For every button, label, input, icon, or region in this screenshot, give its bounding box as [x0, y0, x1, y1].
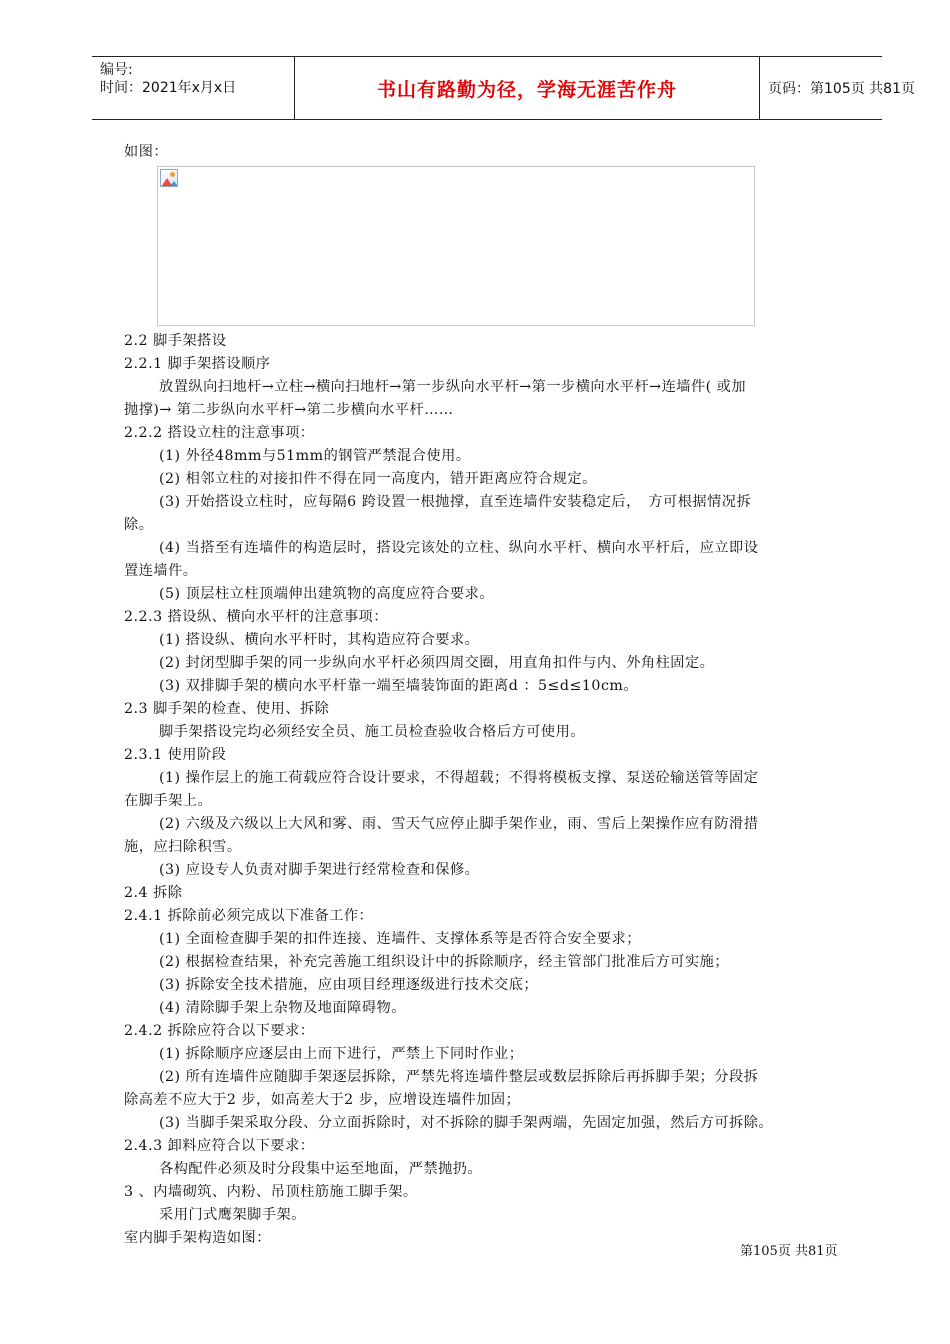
- paragraph-line: 在脚手架上。: [124, 793, 213, 809]
- paragraph-line: 抛撑)→ 第二步纵向水平杆→第二步横向水平杆……: [124, 402, 454, 418]
- paragraph-line: (4) 当搭至有连墙件的构造层时，搭设完该处的立柱、纵向水平杆、横向水平杆后，应立即设: [159, 540, 759, 556]
- paragraph-line: 2.3 脚手架的检查、使用、拆除: [124, 701, 330, 717]
- paragraph-line: (2) 六级及六级以上大风和雾、雨、雪天气应停止脚手架作业，雨、雪后上架操作应有防滑措: [159, 816, 759, 832]
- paragraph-line: 放置纵向扫地杆→立柱→横向扫地杆→第一步纵向水平杆→第一步横向水平杆→连墙件( 或加: [159, 379, 747, 395]
- paragraph-line: 2.4.1 拆除前必须完成以下准备工作：: [124, 908, 374, 924]
- paragraph-line: (3) 当脚手架采取分段、分立面拆除时，对不拆除的脚手架两端，先固定加强，然后方可拆除。: [159, 1115, 774, 1131]
- document-number-label: 编号:: [100, 62, 133, 78]
- paragraph-line: 除高差不应大于2 步，如高差大于2 步，应增设连墙件加固；: [124, 1092, 521, 1108]
- paragraph-line: 2.4 拆除: [124, 885, 183, 901]
- paragraph-line: 施，应扫除积雪。: [124, 839, 242, 855]
- header-page-cell: [758, 57, 915, 119]
- header-page-number: 页码：第105页 共81页: [768, 81, 915, 97]
- figure-intro-text: 如图：: [124, 144, 169, 160]
- paragraph-line: 3 、内墙砌筑、内粉、吊顶柱筋施工脚手架。: [124, 1184, 418, 1200]
- paragraph-line: 2.2.3 搭设纵、横向水平杆的注意事项：: [124, 609, 388, 625]
- paragraph-line: (1) 外径48mm与51mm的钢管严禁混合使用。: [159, 448, 471, 464]
- paragraph-line: 2.4.2 拆除应符合以下要求：: [124, 1023, 315, 1039]
- paragraph-line: (3) 双排脚手架的横向水平杆靠一端至墙装饰面的距离d ：5≤d≤10cm。: [159, 678, 639, 694]
- paragraph-line: 除。: [124, 517, 154, 533]
- paragraph-line: (2) 封闭型脚手架的同一步纵向水平杆必须四周交圈，用直角扣件与内、外角柱固定。: [159, 655, 715, 671]
- paragraph-line: (2) 所有连墙件应随脚手架逐层拆除，严禁先将连墙件整层或数层拆除后再拆脚手架；分段拆: [159, 1069, 759, 1085]
- paragraph-line: (1) 拆除顺序应逐层由上而下进行，严禁上下同时作业；: [159, 1046, 524, 1062]
- header-motto-cell: [294, 57, 760, 119]
- header-meta-cell: [92, 57, 294, 119]
- figure-placeholder: [157, 166, 755, 326]
- paragraph-line: 2.4.3 卸料应符合以下要求：: [124, 1138, 315, 1154]
- paragraph-line: (3) 应设专人负责对脚手架进行经常检查和保修。: [159, 862, 480, 878]
- paragraph-line: (2) 相邻立柱的对接扣件不得在同一高度内，错开距离应符合规定。: [159, 471, 597, 487]
- paragraph-line: 置连墙件。: [124, 563, 198, 579]
- paragraph-line: 采用门式鹰架脚手架。: [159, 1207, 306, 1223]
- footer-page-number: 第105页 共81页: [740, 1244, 838, 1259]
- paragraph-line: (1) 搭设纵、横向水平杆时，其构造应符合要求。: [159, 632, 480, 648]
- paragraph-line: (5) 顶层柱立柱顶端伸出建筑物的高度应符合要求。: [159, 586, 495, 602]
- paragraph-line: 2.3.1 使用阶段: [124, 747, 227, 763]
- paragraph-list: [124, 330, 852, 1250]
- header-motto: 书山有路勤为径，学海无涯苦作舟: [376, 79, 677, 101]
- paragraph-line: (1) 全面检查脚手架的扣件连接、连墙件、支撑体系等是否符合安全要求；: [159, 931, 641, 947]
- document-body: [124, 141, 852, 1250]
- document-time-label: 时间：2021年x月x日: [100, 80, 237, 96]
- paragraph-line: (3) 拆除安全技术措施，应由项目经理逐级进行技术交底；: [159, 977, 539, 993]
- paragraph-line: 2.2.2 搭设立柱的注意事项：: [124, 425, 315, 441]
- paragraph-line: (2) 根据检查结果，补充完善施工组织设计中的拆除顺序，经主管部门批准后方可实施；: [159, 954, 730, 970]
- paragraph-line: (3) 开始搭设立柱时，应每隔6 跨设置一根抛撑，直至连墙件安装稳定后， 方可根据情况拆: [159, 494, 752, 510]
- broken-image-icon: [160, 169, 178, 187]
- paragraph-line: 2.2 脚手架搭设: [124, 333, 227, 349]
- paragraph-line: 各构配件必须及时分段集中运至地面，严禁抛扔。: [159, 1161, 483, 1177]
- paragraph-line: (4) 清除脚手架上杂物及地面障碍物。: [159, 1000, 406, 1016]
- paragraph-line: 脚手架搭设完均必须经安全员、施工员检查验收合格后方可使用。: [159, 724, 585, 740]
- paragraph-line: 室内脚手架构造如图：: [124, 1230, 271, 1246]
- page-header: [92, 56, 915, 120]
- paragraph-line: (1) 操作层上的施工荷载应符合设计要求，不得超载；不得将模板支撑、泵送砼输送管等固定: [159, 770, 759, 786]
- paragraph-line: 2.2.1 脚手架搭设顺序: [124, 356, 271, 372]
